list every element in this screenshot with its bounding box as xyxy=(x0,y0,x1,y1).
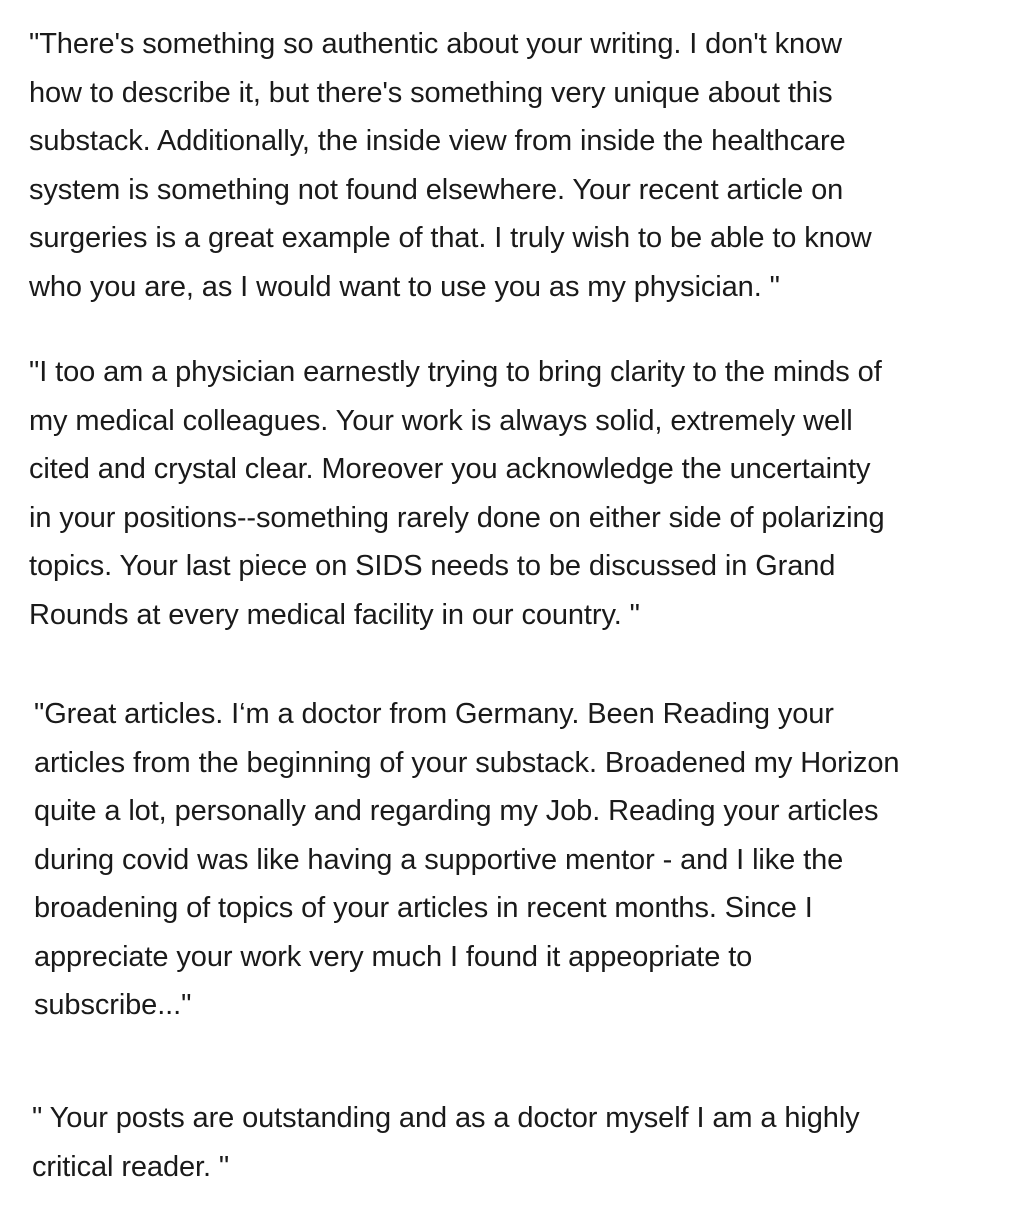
quote-line: my medical colleagues. Your work is always solid, extremely well xyxy=(29,404,853,437)
testimonial-quote-2 xyxy=(29,348,885,639)
testimonial-quote-1 xyxy=(29,20,872,311)
quote-line: critical reader. " xyxy=(32,1150,230,1183)
quote-line: " Your posts are outstanding and as a doctor myself I am a highly xyxy=(32,1102,860,1134)
quote-line: topics. Your last piece on SIDS needs to be discussed in Grand xyxy=(29,550,836,582)
quote-line: appreciate your work very much I found it appeopriate to xyxy=(34,940,753,973)
quote-line: "Great articles. I‘m a doctor from Germany. Been Reading your xyxy=(34,698,834,730)
quote-line: during covid was like having a supportive mentor - and I like the xyxy=(34,843,844,876)
quote-line: how to describe it, but there's something very unique about this xyxy=(29,76,833,109)
quote-line: system is something not found elsewhere. Your recent article on xyxy=(29,173,844,206)
quote-line: "There's something so authentic about your writing. I don't know xyxy=(29,28,842,60)
quote-line: surgeries is a great example of that. I truly wish to be able to know xyxy=(29,222,872,254)
quote-line: "I too am a physician earnestly trying to bring clarity to the minds of xyxy=(29,356,882,388)
quote-line: in your positions--something rarely done on either side of polarizing xyxy=(29,501,885,534)
quote-line: articles from the beginning of your substack. Broadened my Horizon xyxy=(34,746,900,779)
quote-line: substack. Additionally, the inside view from inside the healthcare xyxy=(29,125,846,157)
testimonial-quote-3 xyxy=(34,690,899,1030)
quote-line: Rounds at every medical facility in our country. " xyxy=(29,598,640,631)
quote-line: subscribe..." xyxy=(34,989,192,1021)
quote-line: broadening of topics of your articles in recent months. Since I xyxy=(34,892,813,924)
quote-line: who you are, as I would want to use you as my physician. " xyxy=(29,270,780,303)
quote-line: cited and crystal clear. Moreover you acknowledge the uncertainty xyxy=(29,453,871,485)
quote-line: quite a lot, personally and regarding my Job. Reading your articles xyxy=(34,795,879,827)
testimonial-quote-4 xyxy=(32,1094,860,1191)
